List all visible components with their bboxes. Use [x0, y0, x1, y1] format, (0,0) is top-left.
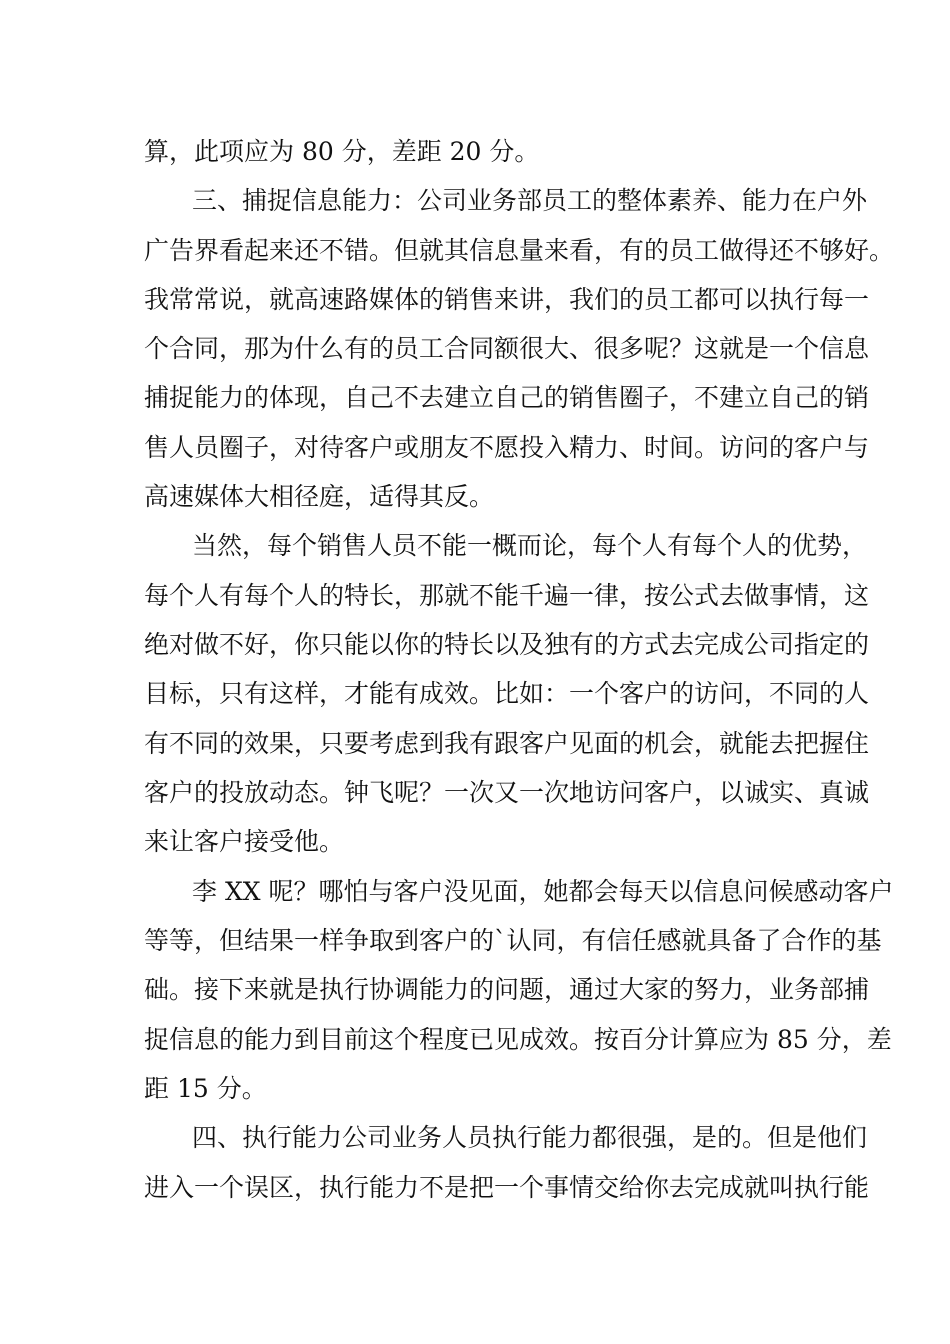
paragraph-3-first-line: 三、捕捉信息能力：公司业务部员工的整体素养、能力在户外	[192, 186, 868, 215]
text-line: 础。接下来就是执行协调能力的问题，通过大家的努力，业务部捕	[144, 975, 870, 1004]
text-line: 每个人有每个人的特长，那就不能千遍一律，按公式去做事情，这	[144, 581, 870, 610]
text-line: 目标，只有这样，才能有成效。比如：一个客户的访问，不同的人	[144, 679, 870, 708]
text-line: 高速媒体大相径庭，适得其反。	[144, 482, 495, 511]
text-line: 进入一个误区，执行能力不是把一个事情交给你去完成就叫执行能	[144, 1173, 870, 1202]
text-line: 算，此项应为 80 分，差距 20 分。	[144, 137, 540, 166]
text-line: 绝对做不好，你只能以你的特长以及独有的方式去完成公司指定的	[144, 630, 870, 659]
text-line: 客户的投放动态。钟飞呢？一次又一次地访问客户，以诚实、真诚	[144, 778, 870, 807]
text-line: 个合同，那为什么有的员工合同额很大、很多呢？这就是一个信息	[144, 334, 870, 363]
text-line: 有不同的效果，只要考虑到我有跟客户见面的机会，就能去把握住	[144, 729, 870, 758]
text-line: 售人员圈子，对待客户或朋友不愿投入精力、时间。访问的客户与	[144, 433, 870, 462]
text-line: 距 15 分。	[144, 1074, 267, 1103]
text-line: 等等，但结果一样争取到客户的`认同，有信任感就具备了合作的基	[144, 926, 882, 955]
paragraph-first-line: 当然，每个销售人员不能一概而论，每个人有每个人的优势，	[192, 531, 868, 560]
text-line: 广告界看起来还不错。但就其信息量来看，有的员工做得还不够好。	[144, 236, 895, 265]
text-line: 捕捉能力的体现，自己不去建立自己的销售圈子，不建立自己的销	[144, 383, 870, 412]
text-line: 捉信息的能力到目前这个程度已见成效。按百分计算应为 85 分，差	[144, 1025, 892, 1054]
paragraph-first-line: 李 XX 呢？哪怕与客户没见面，她都会每天以信息问候感动客户	[192, 877, 894, 906]
paragraph-4-first-line: 四、执行能力公司业务人员执行能力都很强，是的。但是他们	[192, 1123, 868, 1152]
text-line: 来让客户接受他。	[144, 827, 345, 856]
text-line: 我常常说，就高速路媒体的销售来讲，我们的员工都可以执行每一	[144, 285, 870, 314]
